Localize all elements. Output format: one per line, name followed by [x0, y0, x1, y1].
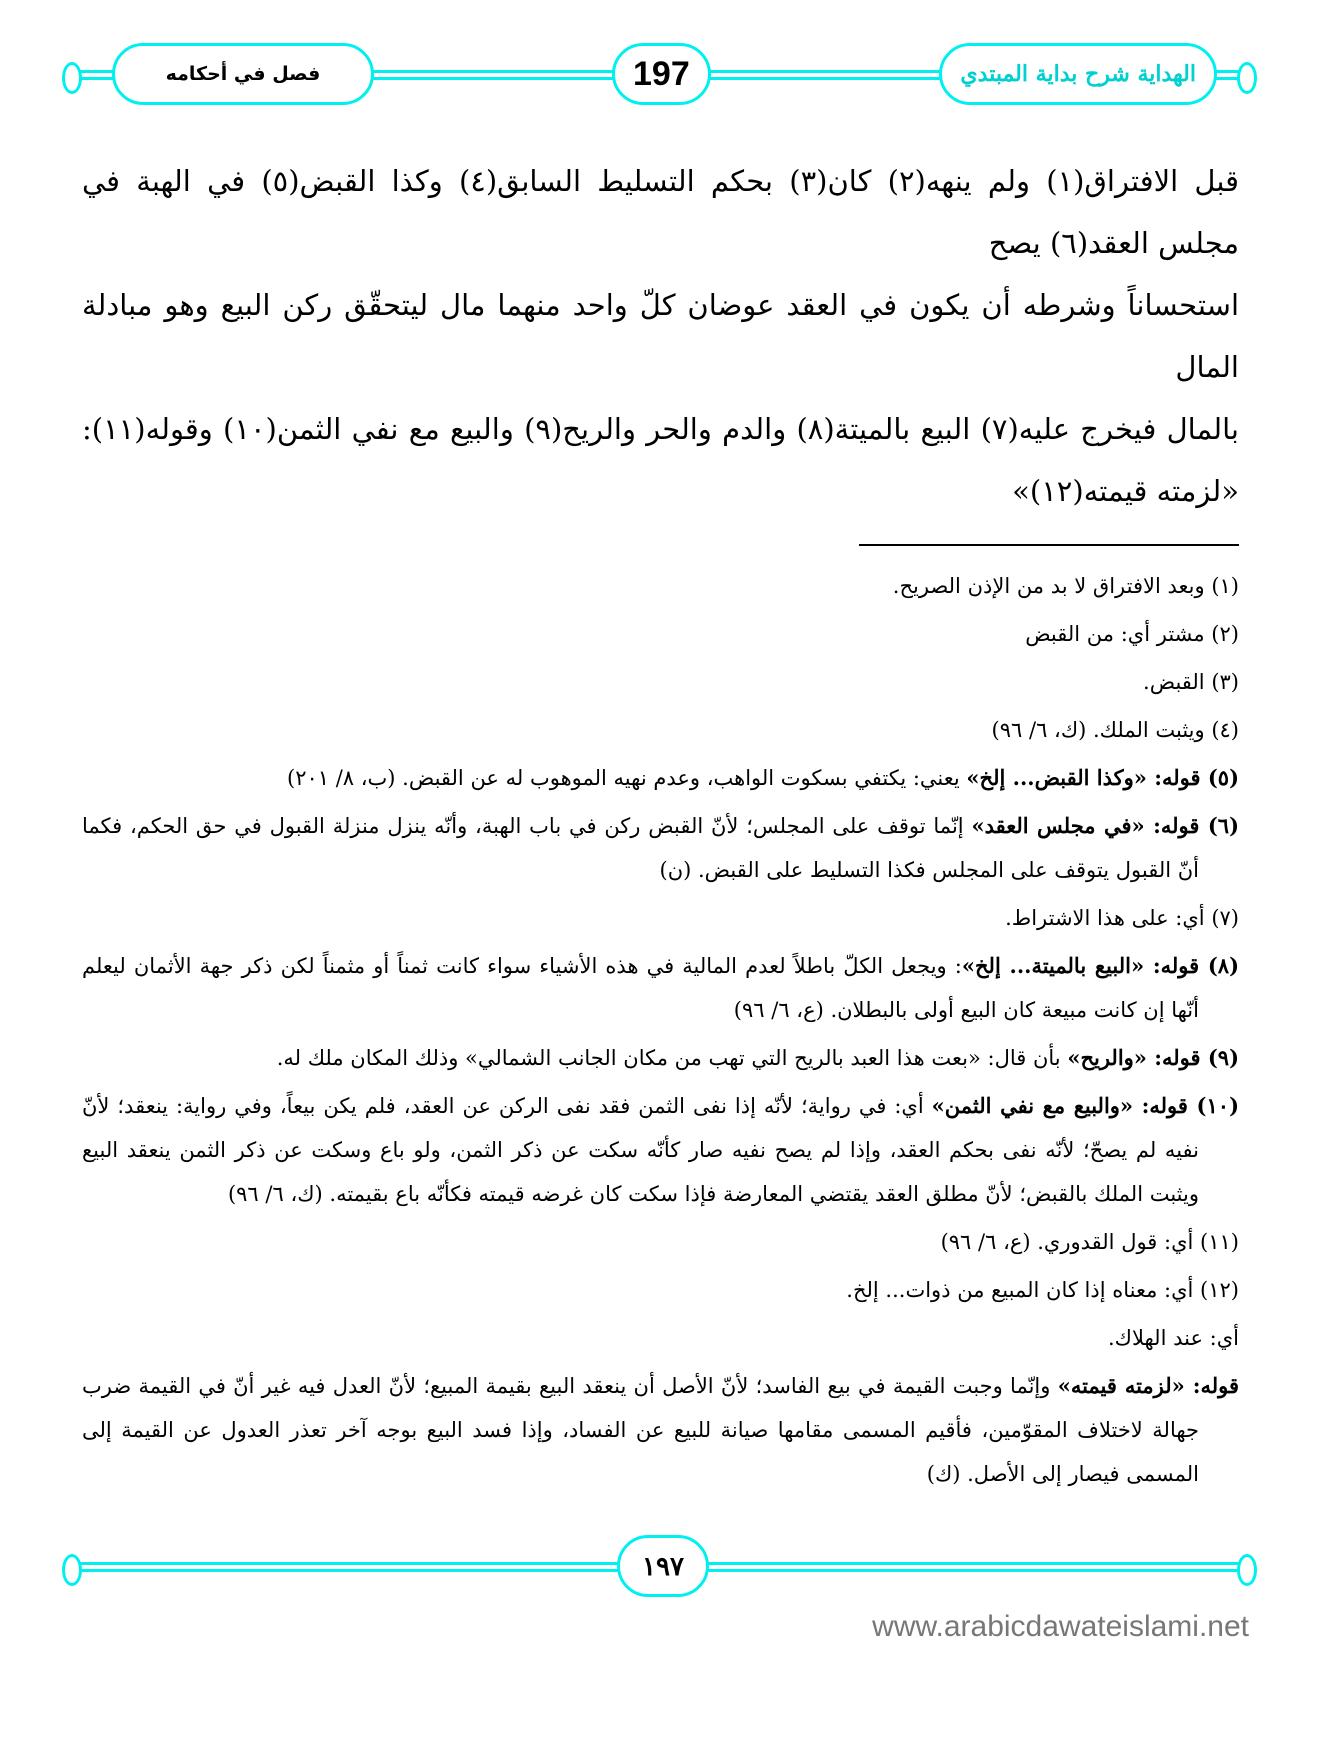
- website-watermark: www.arabicdawateislami.net: [872, 1610, 1249, 1643]
- footnote: (٢) مشتر أي: من القبض: [1025, 622, 1239, 646]
- book-brand-logo: الهداية شرح بداية المبتدي: [960, 61, 1196, 87]
- footnote: (٧) أي: على هذا الاشتراط.: [1005, 906, 1239, 930]
- header: [42, 40, 1277, 110]
- footer-page-number-box: [617, 1535, 709, 1597]
- main-line: قبل الافتراق(١) ولم ينهه(٢) كان(٣) بحكم التسليط السابق(٤) وكذا القبض(٥) في الهبة في مجلس العقد(٦) يصح: [82, 164, 1239, 260]
- footnotes: [82, 564, 1239, 1496]
- footnote: (٨) قوله: «البيع بالميتة... إلخ»: ويجعل الكلّ باطلاً لعدم المالية في هذه الأشياء سواء كانت ثمناً أو مثمناً لكن ذكر جهة الأثمان ليعلم أنّها إن كانت مبيعة كان البيع أولى بالبطلان. (ع، ٦/ ٩٦): [82, 953, 1239, 1022]
- footnote: (١٠) قوله: «والبيع مع نفي الثمن» أي: في رواية؛ لأنّه إذا نفى الثمن فقد نفى الركن عن العقد، فلم يكن بيعاً، وفي رواية: ينعقد؛ لأنّ نفيه لم يصحّ؛ لأنّه نفى بحكم العقد، وإذا لم يصح نفيه صار كأنّه سكت عن ذكر الثمن، ولو باع وسكت عن ذكر الثمن ينعقد البيع ويثبت الملك بالقبض؛ لأنّ مطلق العقد يقتضي المعارضة فإذا سكت كان غرضه قيمته فكأنّه باع بقيمته. (ك، ٦/ ٩٦): [82, 1093, 1239, 1206]
- footnote: قوله: «لزمته قيمته» وإنّما وجبت القيمة في بيع الفاسد؛ لأنّ الأصل أن ينعقد البيع بقيمة المبيع؛ لأنّ العدل فيه غير أنّ في القيمة ضرب جهالة لاختلاف المقوّمين، فأقيم المسمى مقامها صيانة للبيع عن الفساد، وإذا فسد البيع بوجه آخر تعذر العدول عن القيمة إلى المسمى فيصار إلى الأصل. (ك): [82, 1373, 1239, 1486]
- footnote: (٣) القبض.: [1143, 670, 1239, 694]
- header-page-number-box: [612, 43, 711, 105]
- footnote: (١) وبعد الافتراق لا بد من الإذن الصريح.: [892, 574, 1239, 598]
- header-page-number: 197: [633, 54, 690, 93]
- footer: [0, 1532, 1319, 1644]
- footer-page-number: ١٩٧: [642, 1550, 684, 1581]
- content: [82, 150, 1239, 1496]
- footnote: (٦) قوله: «في مجلس العقد» إنّما توقف على المجلس؛ لأنّ القبض ركن في باب الهبة، وأنّه ينزل منزلة القبول في حق الحكم، فكما أنّ القبول يتوقف على المجلس فكذا التسليط على القبض. (ن): [82, 813, 1239, 882]
- main-line: بالمال فيخرج عليه(٧) البيع بالميتة(٨) والدم والحر والريح(٩) والبيع مع نفي الثمن(١٠) وقوله(١١): «لزمته قيمته(١٢)»: [82, 412, 1239, 508]
- footnote: (٩) قوله: «والريح» بأن قال: «بعت هذا العبد بالريح التي تهب من مكان الجانب الشمالي» وذلك المكان ملك له.: [276, 1045, 1239, 1070]
- main-text: [82, 150, 1239, 522]
- main-line: استحساناً وشرطه أن يكون في العقد عوضان كلّ واحد منهما مال ليتحقّق ركن البيع وهو مبادلة المال: [82, 288, 1239, 384]
- footnote: (٤) ويثبت الملك. (ك، ٦/ ٩٦): [991, 718, 1239, 742]
- book-brand-box: [939, 43, 1217, 105]
- footnote-divider: [859, 544, 1239, 546]
- footnote: (١١) أي: قول القدوري. (ع، ٦/ ٩٦): [940, 1230, 1239, 1254]
- footer-ornament: [42, 1532, 1277, 1602]
- chapter-title: فصل في أحكامه: [165, 63, 321, 85]
- footnote: (١٢) أي: معناه إذا كان المبيع من ذوات... إلخ.: [846, 1278, 1239, 1302]
- footnote: أي: عند الهلاك.: [1107, 1326, 1239, 1350]
- chapter-title-box: [112, 43, 374, 105]
- footnote: (٥) قوله: «وكذا القبض... إلخ» يعني: يكتفي بسكوت الواهب، وعدم نهيه الموهوب له عن القبض. (ب، ٨/ ٢٠١): [286, 765, 1239, 790]
